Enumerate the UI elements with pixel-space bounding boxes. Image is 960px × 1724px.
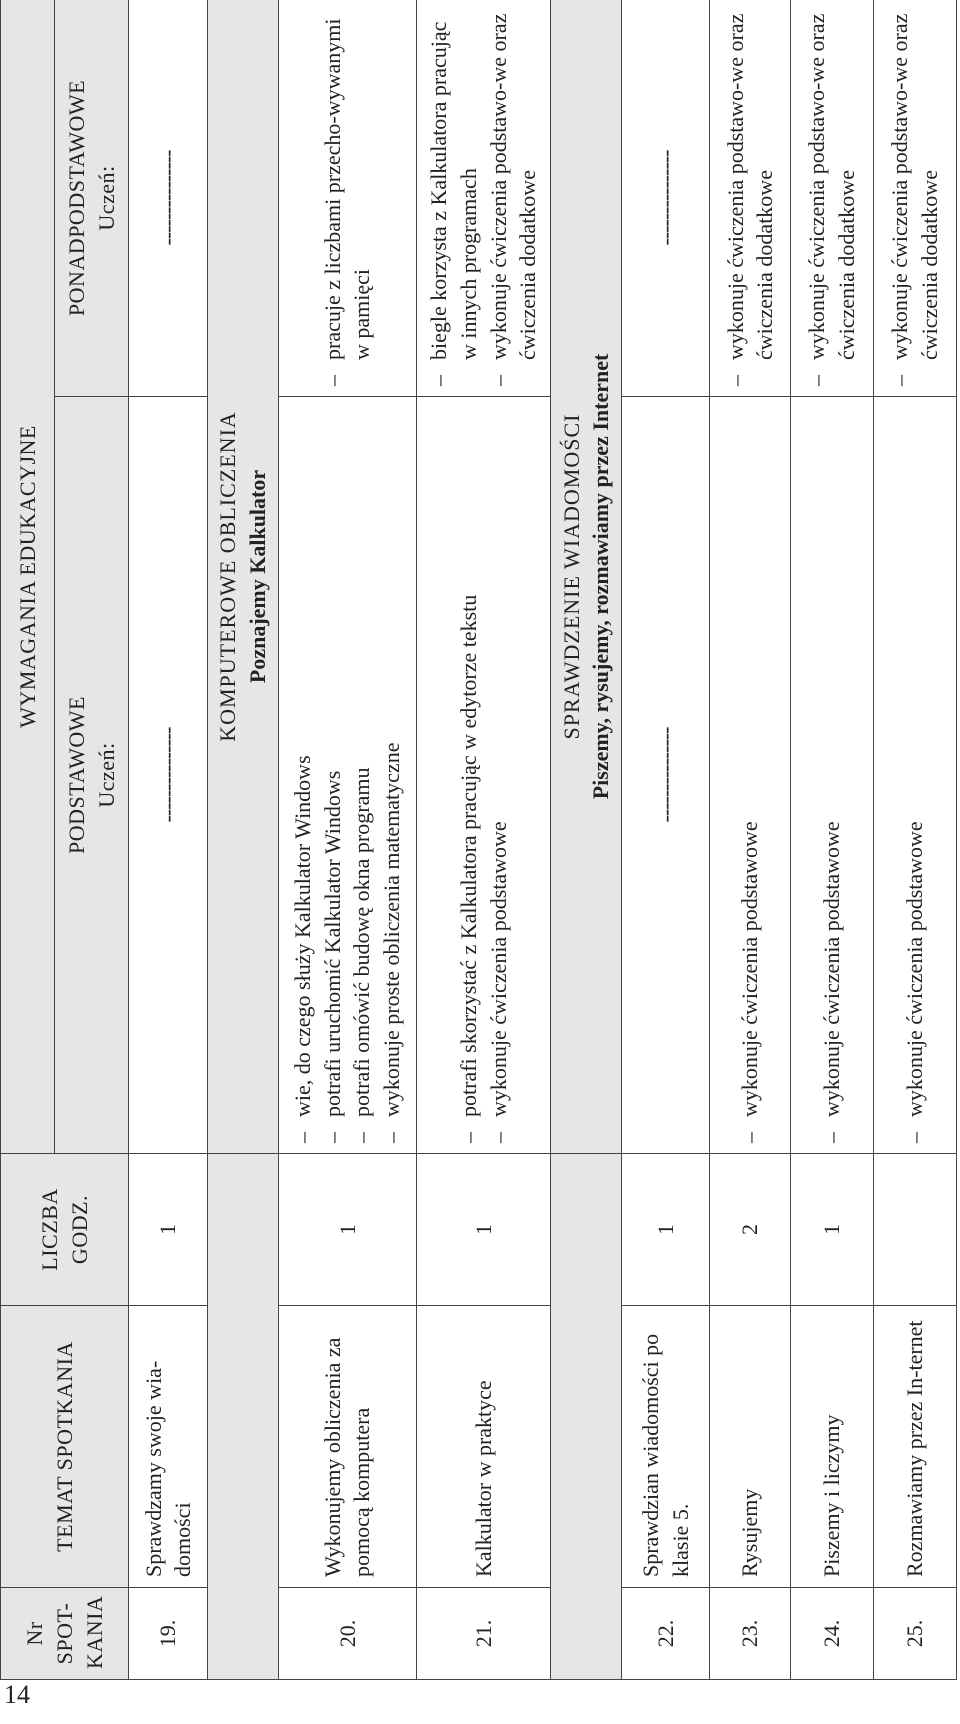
row-godz: 1 [279,1154,417,1306]
row-nr: 19. [129,1588,208,1680]
list-item: – wykonuje ćwiczenia podstawo-we oraz ćwiczenia dodatkowe [721,10,780,386]
section-heading [208,0,279,1154]
table-row [279,0,417,1680]
table-row [622,0,710,1680]
row-podstawowe [710,397,791,1154]
row-temat: Sprawdzamy swoje wia-domości [129,1306,208,1588]
list-item: – wykonuje proste obliczenia matematyczne [377,407,407,1143]
header-ponad-sub: Uczeń: [93,165,119,231]
row-ponad [710,0,791,397]
section-subtitle: Piszemy, rysujemy, rozmawiamy przez Internet [588,353,614,800]
section-spacer [551,1154,622,1680]
list-item: – wykonuje ćwiczenia podstawowe [735,407,765,1143]
row-godz: 1 [129,1154,208,1306]
list-item: – potrafi omówić budowę okna programu [347,407,377,1143]
list-item: – biegle korzysta z Kalkulatora pracując w innych programach [424,10,483,386]
row-temat: Rysujemy [710,1306,791,1588]
row-nr: 25. [874,1588,957,1680]
header-podstawowe [54,397,129,1154]
row-nr: 21. [416,1588,551,1680]
header-nr: Nr SPOT-KANIA [1,1588,129,1680]
row-temat: Wykonujemy obliczenia za pomocą komputera [279,1306,417,1588]
section-spacer [208,1154,279,1680]
row-godz: 1 [622,1154,710,1306]
row-temat: Sprawdzian wiadomości po klasie 5. [622,1306,710,1588]
section-heading [551,0,622,1154]
header-ponad-title: PONADPODSTAWOWE [63,79,89,317]
row-nr: 24. [791,1588,874,1680]
section-subtitle: Poznajemy Kalkulator [245,469,271,684]
row-godz: 1 [791,1154,874,1306]
header-liczba: LICZBA GODZ. [1,1154,129,1306]
list-item: – wykonuje ćwiczenia podstawowe [484,407,514,1143]
table-row [416,0,551,1680]
list-item: – wykonuje ćwiczenia podstawowe [817,407,847,1143]
row-podstawowe [874,397,957,1154]
table-row [710,0,791,1680]
row-nr: 20. [279,1588,417,1680]
section-row [551,0,622,1680]
header-ponad [54,0,129,397]
row-podstawowe: --------------- [129,397,208,1154]
row-podstawowe [279,397,417,1154]
row-temat: Kalkulator w praktyce [416,1306,551,1588]
row-ponad [874,0,957,397]
row-ponad [791,0,874,397]
section-title: SPRAWDZENIE WIADOMOŚCI [558,413,584,740]
list-item: – wykonuje ćwiczenia podstawo-we oraz ćwiczenia dodatkowe [885,10,944,386]
list-item: – potrafi skorzystać z Kalkulatora pracując w edytorze tekstu [454,407,484,1143]
row-ponad: --------------- [622,0,710,397]
row-nr: 23. [710,1588,791,1680]
row-ponad [279,0,417,397]
row-godz [874,1154,957,1306]
row-podstawowe [791,397,874,1154]
table-row [129,0,208,1680]
list-item: – pracuje z liczbami przecho-wywanymi w pamięci [318,10,377,386]
list-item: – wykonuje ćwiczenia podstawo-we oraz ćwiczenia dodatkowe [802,10,861,386]
list-item: – wykonuje ćwiczenia podstawowe [900,407,930,1143]
list-item: – potrafi uruchomić Kalkulator Windows [318,407,348,1143]
table-row [874,0,957,1680]
row-godz: 2 [710,1154,791,1306]
list-item: – wykonuje ćwiczenia podstawo-we oraz ćwiczenia dodatkowe [484,10,543,386]
section-row [208,0,279,1680]
page-number: 14 [4,1680,30,1709]
header-podstawowe-title: PODSTAWOWE [63,696,89,854]
row-nr: 22. [622,1588,710,1680]
table-row [791,0,874,1680]
row-temat: Rozmawiamy przez In-ternet [874,1306,957,1588]
row-ponad [416,0,551,397]
row-temat: Piszemy i liczymy [791,1306,874,1588]
list-item: – wie, do czego służy Kalkulator Windows [288,407,318,1143]
section-title: KOMPUTEROWE OBLICZENIA [215,411,241,742]
row-podstawowe: --------------- [622,397,710,1154]
header-podstawowe-sub: Uczeń: [93,742,119,808]
row-godz: 1 [416,1154,551,1306]
row-podstawowe [416,397,551,1154]
header-wymagania: WYMAGANIA EDUKACYJNE [1,0,55,1154]
row-ponad: --------------- [129,0,208,397]
header-temat: TEMAT SPOTKANIA [1,1306,129,1588]
